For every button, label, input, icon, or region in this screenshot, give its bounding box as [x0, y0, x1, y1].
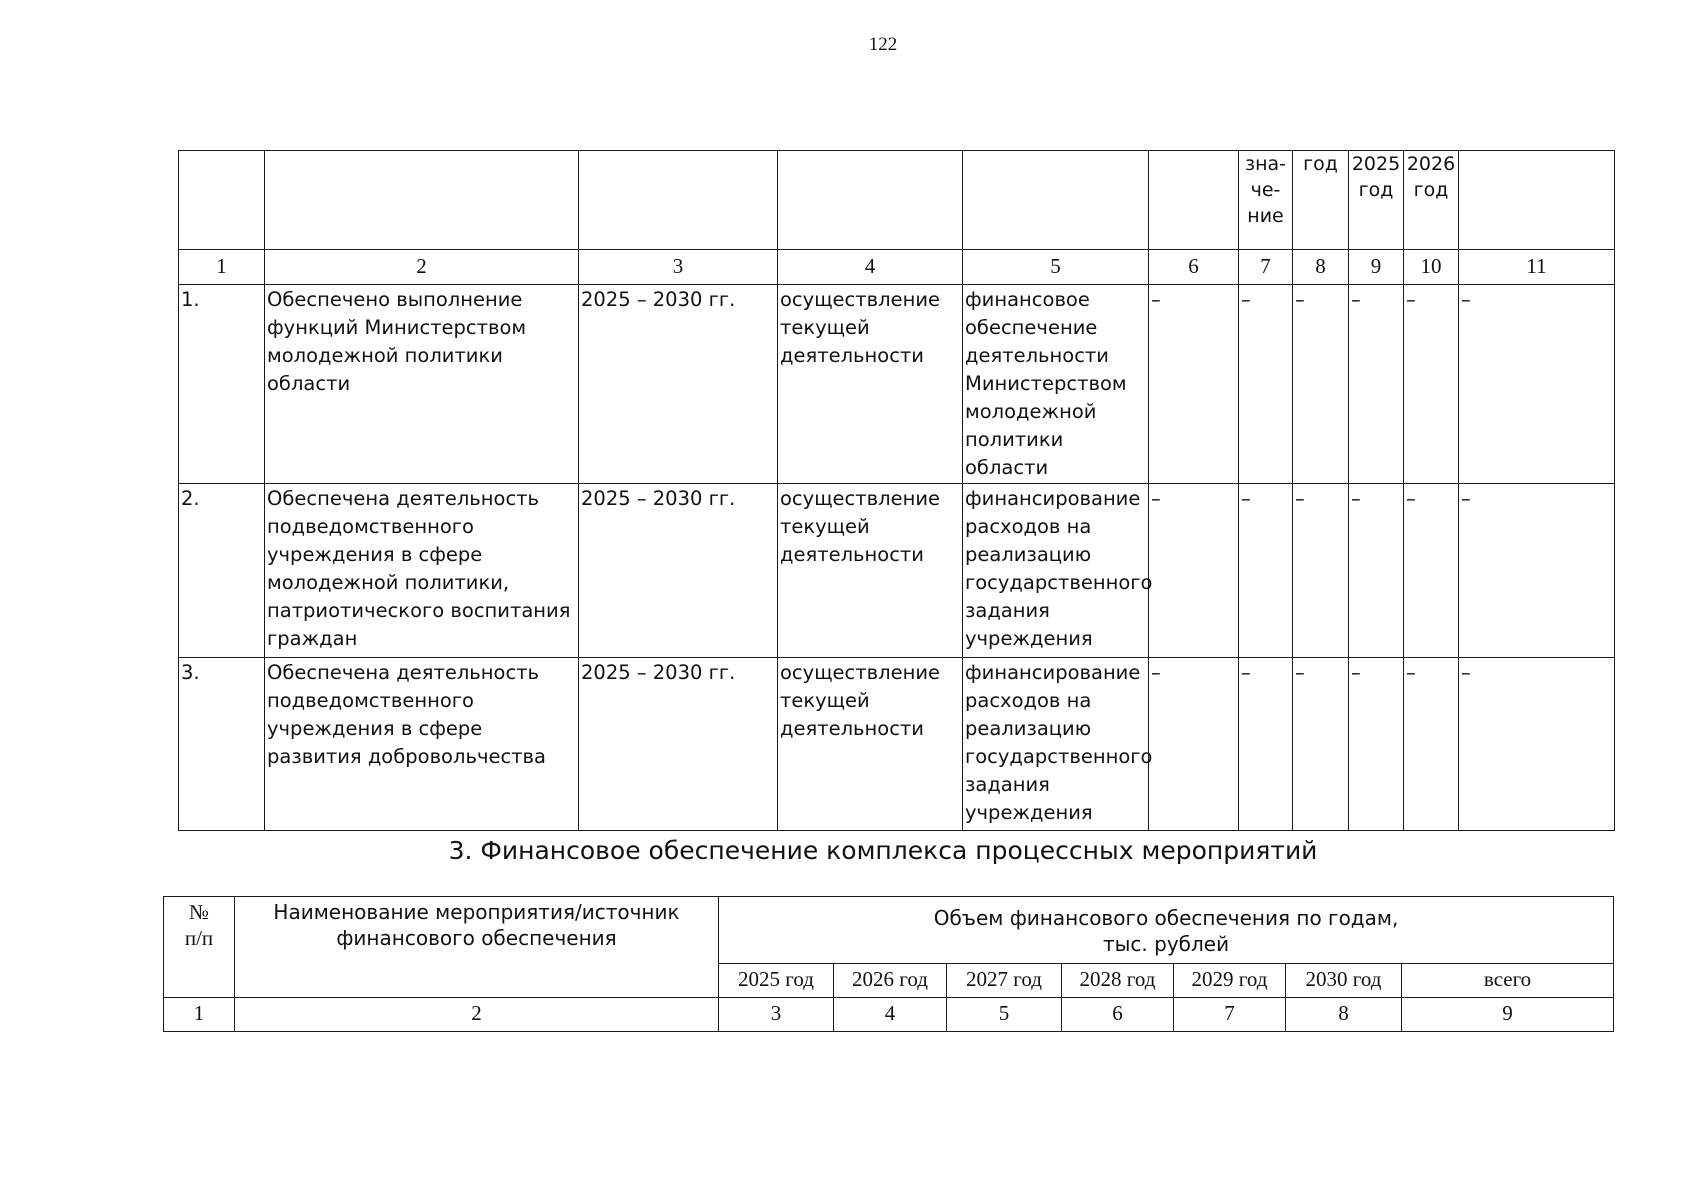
value-cell: – [1149, 285, 1239, 484]
column-number: 3 [579, 250, 778, 285]
column-number: 8 [1286, 998, 1402, 1032]
column-number: 4 [834, 998, 947, 1032]
value-cell: – [1404, 484, 1459, 658]
event-type: осуществление текущей деятельности [778, 484, 963, 658]
event-description: финансирование расходов на реализацию государственного задания учреждения [963, 658, 1149, 831]
event-name: Обеспечена деятельность подведомственного учреждения в сфере молодежной политики, патриотического воспитания граждан [265, 484, 579, 658]
year-header: 2028 год [1062, 964, 1174, 998]
value-cell: – [1149, 484, 1239, 658]
header-number: № п/п [164, 897, 235, 998]
year-header: 2029 год [1174, 964, 1286, 998]
event-name: Обеспечена деятельность подведомственного учреждения в сфере развития добровольчества [265, 658, 579, 831]
event-period: 2025 – 2030 гг. [579, 484, 778, 658]
value-cell: – [1459, 658, 1615, 831]
column-number: 1 [164, 998, 235, 1032]
value-cell: – [1459, 484, 1615, 658]
event-description: финансовое обеспечение деятельности Министерством молодежной политики области [963, 285, 1149, 484]
year-header: 2027 год [947, 964, 1062, 998]
column-number: 9 [1402, 998, 1614, 1032]
header-cell-2025: 2025 год [1349, 151, 1404, 250]
value-cell: – [1293, 285, 1349, 484]
event-type: осуществление текущей деятельности [778, 658, 963, 831]
value-cell: – [1239, 285, 1293, 484]
column-number: 2 [235, 998, 719, 1032]
column-number: 11 [1459, 250, 1615, 285]
value-cell: – [1404, 285, 1459, 484]
column-number: 10 [1404, 250, 1459, 285]
column-number: 6 [1062, 998, 1174, 1032]
column-number: 9 [1349, 250, 1404, 285]
header-volume: Объем финансового обеспечения по годам, тыс. рублей [719, 897, 1614, 964]
column-number: 1 [179, 250, 265, 285]
value-cell: – [1239, 484, 1293, 658]
column-number: 3 [719, 998, 834, 1032]
section-title: 3. Финансовое обеспечение комплекса процессных мероприятий [448, 836, 1318, 865]
column-number: 7 [1174, 998, 1286, 1032]
table-row [179, 658, 1615, 831]
header-cell-2026: 2026 год [1404, 151, 1459, 250]
year-header: 2025 год [719, 964, 834, 998]
value-cell: – [1349, 484, 1404, 658]
page-number: 122 [868, 34, 898, 55]
year-header: 2030 год [1286, 964, 1402, 998]
column-number: 5 [947, 998, 1062, 1032]
column-number: 4 [778, 250, 963, 285]
financing-table [163, 896, 1614, 1032]
column-numbers-row [164, 998, 1614, 1032]
event-type: осуществление текущей деятельности [778, 285, 963, 484]
row-number: 1. [179, 285, 265, 484]
year-header: 2026 год [834, 964, 947, 998]
row-number: 2. [179, 484, 265, 658]
event-description: финансирование расходов на реализацию государственного задания учреждения [963, 484, 1149, 658]
total-header: всего [1402, 964, 1614, 998]
header-cell-value: зна- че- ние [1239, 151, 1293, 250]
event-period: 2025 – 2030 гг. [579, 285, 778, 484]
events-table [178, 150, 1615, 831]
column-numbers-row [179, 250, 1615, 285]
value-cell: – [1149, 658, 1239, 831]
table-row [179, 285, 1615, 484]
column-number: 8 [1293, 250, 1349, 285]
value-cell: – [1349, 658, 1404, 831]
header-cell-year: год [1293, 151, 1349, 250]
column-number: 6 [1149, 250, 1239, 285]
value-cell: – [1239, 658, 1293, 831]
column-number: 2 [265, 250, 579, 285]
value-cell: – [1293, 484, 1349, 658]
table-row [179, 484, 1615, 658]
value-cell: – [1404, 658, 1459, 831]
column-number: 7 [1239, 250, 1293, 285]
column-number: 5 [963, 250, 1149, 285]
event-period: 2025 – 2030 гг. [579, 658, 778, 831]
event-name: Обеспечено выполнение функций Министерством молодежной политики области [265, 285, 579, 484]
row-number: 3. [179, 658, 265, 831]
header-event-name: Наименование мероприятия/источник финансового обеспечения [235, 897, 719, 998]
value-cell: – [1459, 285, 1615, 484]
value-cell: – [1349, 285, 1404, 484]
table-header-row [179, 151, 1615, 250]
value-cell: – [1293, 658, 1349, 831]
